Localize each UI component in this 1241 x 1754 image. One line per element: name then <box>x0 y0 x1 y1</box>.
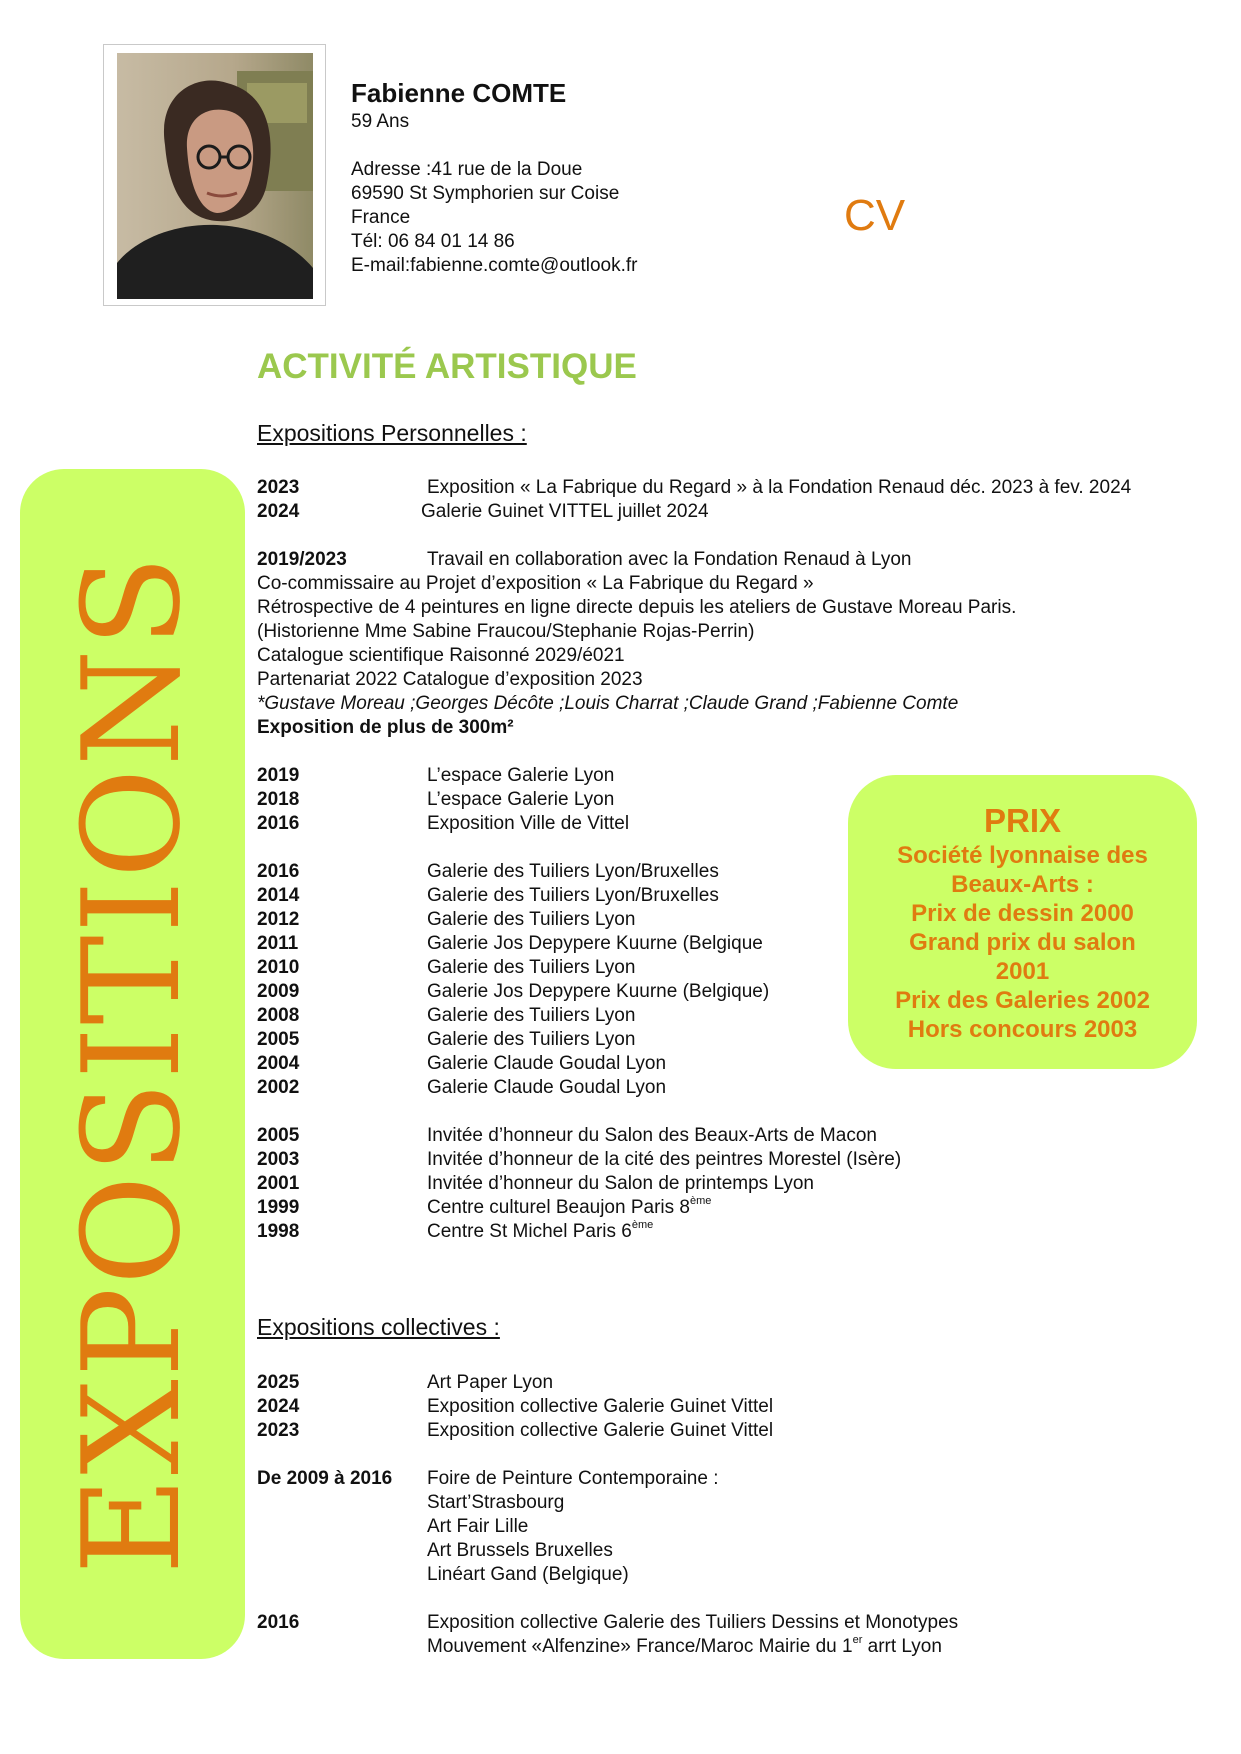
list-item <box>257 812 1131 836</box>
list-item <box>257 764 1131 788</box>
entry-text: Galerie Jos Depypere Kuurne (Belgique) <box>427 981 770 1002</box>
entry-text: Galerie Guinet VITTEL juillet 2024 <box>421 501 709 522</box>
expositions-banner <box>20 469 245 1659</box>
entry-year: 2014 <box>257 885 300 906</box>
entry-text: Exposition Ville de Vittel <box>427 813 630 834</box>
list-item <box>257 1419 958 1443</box>
foire-item: Art Brussels Bruxelles <box>427 1540 613 1561</box>
foire-item: Art Fair Lille <box>427 1516 529 1537</box>
entry-text-main: Mouvement «Alfenzine» France/Maroc Mairie du 1 <box>427 1636 853 1657</box>
superscript: ème <box>689 1194 712 1207</box>
entry-text: Exposition « La Fabrique du Regard » à la Fondation Renaud déc. 2023 à fev. 2024 <box>427 477 1132 498</box>
entry-text: Art Paper Lyon <box>427 1372 554 1393</box>
list-item <box>257 932 1131 956</box>
list-item <box>257 1467 958 1491</box>
list-item <box>257 1148 1131 1172</box>
list-item <box>257 908 1131 932</box>
expositions-vertical-label: EXPOSITIONS <box>54 553 210 1575</box>
entry-year: 2019/2023 <box>257 549 347 570</box>
entry-year: 2008 <box>257 1005 300 1026</box>
entry-text: Galerie Jos Depypere Kuurne (Belgique <box>427 933 763 954</box>
personnelles-heading: Expositions Personnelles : <box>257 420 527 446</box>
entry-year: 2005 <box>257 1125 300 1146</box>
entry-year: 2001 <box>257 1173 300 1194</box>
section-title: ACTIVITÉ ARTISTIQUE <box>257 347 637 386</box>
entry-year: 2016 <box>257 1612 300 1633</box>
entry-text: L’espace Galerie Lyon <box>427 789 615 810</box>
list-item <box>257 476 1131 500</box>
portrait-illustration <box>117 53 313 299</box>
list-item <box>257 1124 1131 1148</box>
prix-line: 2001 <box>995 958 1050 985</box>
entry-year: 2003 <box>257 1149 300 1170</box>
entry-year: 2023 <box>257 1420 300 1441</box>
collectives-list <box>257 1371 958 1659</box>
list-item <box>257 1052 1131 1076</box>
list-item <box>257 548 1131 572</box>
entry-text: Invitée d’honneur du Salon de printemps Lyon <box>427 1173 814 1194</box>
collab-surface: Exposition de plus de 300m² <box>257 717 514 738</box>
entry-text: Galerie des Tuiliers Lyon/Bruxelles <box>427 861 719 882</box>
entry-year: 2005 <box>257 1029 300 1050</box>
entry-text: Galerie des Tuiliers Lyon <box>427 957 636 978</box>
list-item <box>257 1196 1131 1220</box>
candidate-name: Fabienne COMTE <box>351 78 567 108</box>
list-item <box>257 956 1131 980</box>
cv-label: CV <box>844 191 906 240</box>
superscript: ème <box>631 1218 654 1231</box>
entry-year: 2023 <box>257 477 300 498</box>
list-item <box>257 1611 958 1635</box>
entry-text: Galerie des Tuiliers Lyon <box>427 1005 636 1026</box>
prix-line: Prix des Galeries 2002 <box>895 987 1150 1014</box>
entry-text <box>427 1220 653 1244</box>
list-item <box>257 788 1131 812</box>
phone: Tél: 06 84 01 14 86 <box>351 231 515 252</box>
entry-text: Exposition collective Galerie Guinet Vittel <box>427 1396 774 1417</box>
entry-year: De 2009 à 2016 <box>257 1468 393 1489</box>
collab-line: Rétrospective de 4 peintures en ligne directe depuis les ateliers de Gustave Moreau Paris. <box>257 597 1017 618</box>
entry-year: 2018 <box>257 789 300 810</box>
prix-line: Hors concours 2003 <box>907 1016 1138 1043</box>
entry-text-end: arrt Lyon <box>862 1636 942 1657</box>
portrait-photo <box>117 53 313 299</box>
collab-line: (Historienne Mme Sabine Fraucou/Stephanie Rojas-Perrin) <box>257 621 755 642</box>
age: 59 Ans <box>351 111 410 132</box>
address-city: 69590 St Symphorien sur Coise <box>351 183 620 204</box>
personnelles-list <box>257 476 1131 1244</box>
collab-line: Catalogue scientifique Raisonné 2029/é021 <box>257 645 625 666</box>
entry-year: 2010 <box>257 957 300 978</box>
entry-text: Galerie des Tuiliers Lyon <box>427 1029 636 1050</box>
list-item <box>257 1539 958 1563</box>
entry-year: 2002 <box>257 1077 300 1098</box>
entry-text: Invitée d’honneur du Salon des Beaux-Arts de Macon <box>427 1125 877 1146</box>
list-item <box>257 980 1131 1004</box>
entry-year: 1999 <box>257 1197 300 1218</box>
list-item <box>257 1563 958 1587</box>
prix-line: Grand prix du salon <box>909 929 1136 956</box>
prix-line: Beaux-Arts : <box>951 871 1094 898</box>
foire-item: Linéart Gand (Belgique) <box>427 1564 629 1585</box>
list-item <box>257 1371 958 1395</box>
entry-year: 2025 <box>257 1372 300 1393</box>
list-item <box>257 1004 1131 1028</box>
collab-line: Co-commissaire au Projet d’exposition « La Fabrique du Regard » <box>257 573 814 594</box>
list-item <box>257 1491 958 1515</box>
entry-text-main: Centre culturel Beaujon Paris 8 <box>427 1197 690 1218</box>
entry-text: Travail en collaboration avec la Fondation Renaud à Lyon <box>427 549 912 570</box>
list-item <box>257 1635 958 1659</box>
list-item <box>257 1172 1131 1196</box>
address-line: Adresse :41 rue de la Doue <box>351 159 583 180</box>
entry-text <box>427 1635 942 1659</box>
list-item <box>257 1076 1131 1100</box>
list-item <box>257 1515 958 1539</box>
list-item <box>257 860 1131 884</box>
list-item <box>257 884 1131 908</box>
prix-title: PRIX <box>983 802 1062 839</box>
entry-text: Galerie des Tuiliers Lyon/Bruxelles <box>427 885 719 906</box>
email: E-mail:fabienne.comte@outlook.fr <box>351 255 638 276</box>
list-item <box>257 1395 958 1419</box>
portrait-photo-frame <box>103 44 326 306</box>
entry-year: 2012 <box>257 909 300 930</box>
entry-year: 2009 <box>257 981 300 1002</box>
entry-text: Exposition collective Galerie des Tuiliers Dessins et Monotypes <box>427 1612 959 1633</box>
list-item <box>257 1028 1131 1052</box>
entry-year: 2016 <box>257 861 300 882</box>
prix-line: Société lyonnaise des <box>897 842 1148 869</box>
entry-text: Galerie Claude Goudal Lyon <box>427 1077 667 1098</box>
address-country: France <box>351 207 411 228</box>
collab-artists: *Gustave Moreau ;Georges Décôte ;Louis Charrat ;Claude Grand ;Fabienne Comte <box>257 693 959 714</box>
entry-text: L’espace Galerie Lyon <box>427 765 615 786</box>
superscript: er <box>852 1633 863 1646</box>
entry-text: Foire de Peinture Contemporaine : <box>427 1468 719 1489</box>
entry-text-main: Centre St Michel Paris 6 <box>427 1221 632 1242</box>
foire-item: Start’Strasbourg <box>427 1492 565 1513</box>
list-item <box>257 500 1131 524</box>
entry-text: Exposition collective Galerie Guinet Vittel <box>427 1420 774 1441</box>
collab-line: Partenariat 2022 Catalogue d’exposition 2023 <box>257 669 643 690</box>
entry-year: 1998 <box>257 1221 300 1242</box>
entry-text: Invitée d’honneur de la cité des peintres Morestel (Isère) <box>427 1149 902 1170</box>
entry-year: 2016 <box>257 813 300 834</box>
list-item <box>257 1220 1131 1244</box>
prix-line: Prix de dessin 2000 <box>911 900 1134 927</box>
entry-text: Galerie Claude Goudal Lyon <box>427 1053 667 1074</box>
entry-year: 2004 <box>257 1053 300 1074</box>
entry-year: 2024 <box>257 1396 300 1417</box>
entry-year: 2024 <box>257 501 300 522</box>
entry-text: Galerie des Tuiliers Lyon <box>427 909 636 930</box>
entry-year: 2011 <box>257 933 299 954</box>
entry-text <box>427 1196 711 1220</box>
contact-info <box>351 110 637 278</box>
entry-year: 2019 <box>257 765 300 786</box>
collectives-heading: Expositions collectives : <box>257 1314 500 1340</box>
